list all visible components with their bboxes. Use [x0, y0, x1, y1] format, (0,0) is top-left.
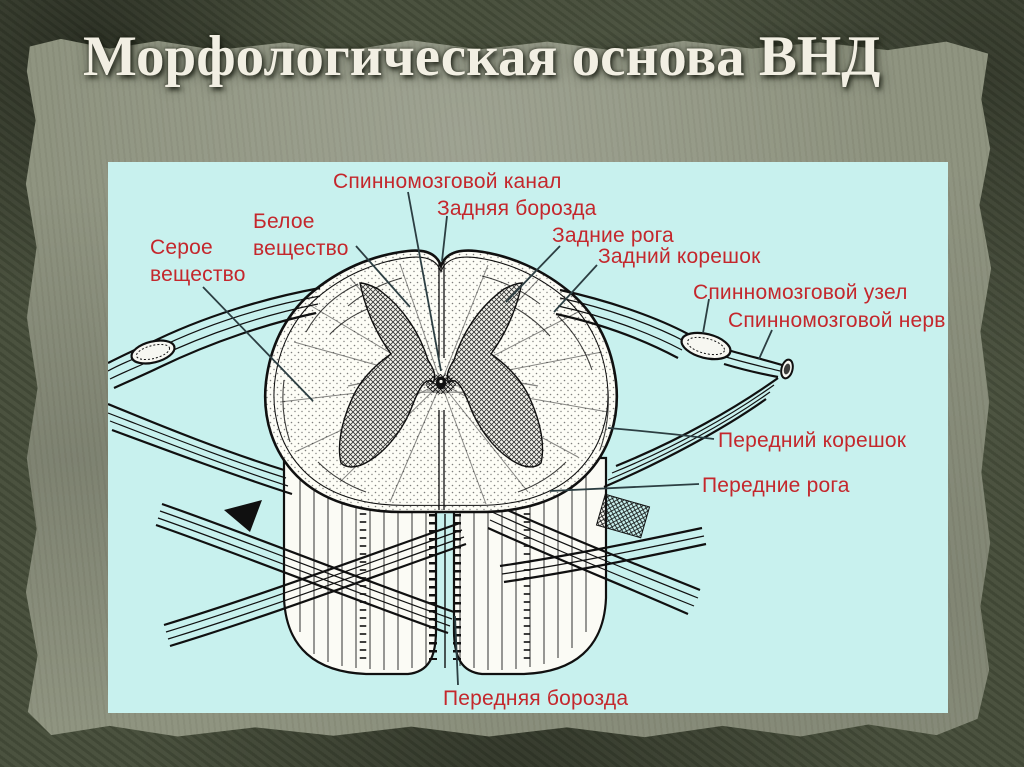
right-spinal-ganglion — [679, 328, 733, 363]
label-anterior-sulcus: Передняя борозда — [443, 687, 629, 710]
label-posterior-root: Задний корешок — [598, 245, 761, 268]
label-white-matter: Белое вещество — [253, 210, 349, 260]
label-spinal-canal: Спинномозговой канал — [333, 170, 562, 193]
label-spinal-ganglion: Спинномозговой узел — [693, 281, 908, 304]
label-gray-matter: Серое вещество — [150, 236, 246, 286]
label-anterior-horns: Передние рога — [702, 474, 850, 497]
slide-title: Морфологическая основа ВНД — [83, 25, 881, 88]
label-anterior-root: Передний корешок — [718, 429, 907, 452]
label-posterior-sulcus: Задняя борозда — [437, 197, 597, 220]
central-canal — [426, 374, 456, 394]
label-spinal-nerve: Спинномозговой нерв — [728, 309, 946, 332]
nerve-cut-end — [779, 358, 794, 379]
label-posterior-horns: Задние рога — [552, 224, 674, 247]
figure-panel — [108, 162, 948, 713]
